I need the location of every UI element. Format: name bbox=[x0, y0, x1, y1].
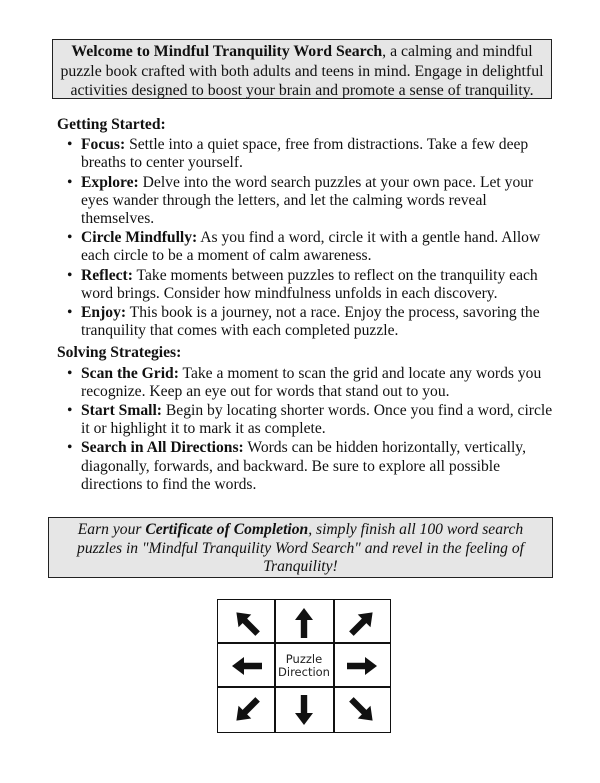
puzzle-direction-label bbox=[278, 653, 330, 679]
label-line-1: Puzzle bbox=[285, 651, 323, 666]
grid-cell-down-right bbox=[333, 687, 391, 732]
grid-cell-left bbox=[218, 643, 276, 688]
certificate-box bbox=[48, 517, 553, 578]
arrow-left-icon bbox=[230, 649, 264, 683]
list-item bbox=[81, 267, 557, 303]
label-line-2: Direction bbox=[278, 664, 330, 679]
list-item bbox=[81, 365, 557, 401]
intro-title: Welcome to Mindful Tranquility Word Search bbox=[71, 43, 383, 60]
item-text: Take moments between puzzles to reflect on the tranquility each word brings. Consider how mindfulness unfolds in each discovery. bbox=[81, 266, 538, 302]
solving-strategies-list bbox=[57, 365, 557, 494]
arrow-down-left-icon bbox=[230, 693, 264, 727]
grid-cell-right bbox=[333, 643, 391, 688]
grid-cell-down-left bbox=[218, 687, 276, 732]
grid-cell-up-left bbox=[218, 600, 276, 645]
grid-cell-center bbox=[275, 643, 333, 688]
item-text: Take a moment to scan the grid and locate any words you recognize. Keep an eye out for words that stand out to you. bbox=[81, 364, 542, 400]
arrow-up-right-icon bbox=[345, 606, 379, 640]
solving-strategies-heading: Solving Strategies: bbox=[57, 344, 182, 362]
item-label: Focus: bbox=[81, 136, 126, 154]
item-text: As you find a word, circle it with a gentle hand. Allow each circle to be a moment of calm awareness. bbox=[81, 229, 541, 265]
getting-started-list bbox=[57, 136, 557, 340]
item-label: Explore: bbox=[81, 173, 139, 191]
item-text: Words can be hidden horizontally, vertically, diagonally, forwards, and backward. Be sure to explore all possible directions to find the words. bbox=[81, 439, 526, 493]
item-text: Begin by locating shorter words. Once you find a word, circle it or highlight it to mark it as complete. bbox=[81, 402, 553, 438]
grid-cell-up bbox=[275, 600, 333, 645]
item-label: Enjoy: bbox=[81, 304, 127, 322]
list-item bbox=[81, 229, 557, 265]
item-text: Delve into the word search puzzles at your own pace. Let your eyes wander through the letters, and let the calming words reveal themselves. bbox=[81, 173, 534, 228]
list-item bbox=[81, 174, 557, 229]
item-label: Search in All Directions: bbox=[81, 439, 244, 457]
list-item bbox=[81, 136, 557, 172]
instructions bbox=[57, 116, 557, 495]
item-text: This book is a journey, not a race. Enjoy the process, savoring the tranquility that comes with each completed puzzle. bbox=[81, 304, 540, 340]
arrow-down-right-icon bbox=[345, 693, 379, 727]
list-item bbox=[81, 304, 557, 340]
item-text: Settle into a quiet space, free from distractions. Take a few deep breaths to center yourself. bbox=[81, 136, 529, 172]
certificate-text: , simply finish all 100 word search puzzles in "Mindful Tranquility Word Search" and revel in the feeling of Tranquility! bbox=[77, 521, 524, 575]
certificate-prefix: Earn your bbox=[77, 521, 146, 538]
grid-cell-down bbox=[275, 687, 333, 732]
item-label: Reflect: bbox=[81, 266, 133, 284]
arrow-up-left-icon bbox=[230, 606, 264, 640]
intro-text: , a calming and mindful puzzle book crafted with both adults and teens in mind. Engage in delightful activities designed to boost your brain and promote a sense of tranquility. bbox=[60, 43, 544, 99]
intro-box bbox=[52, 39, 552, 99]
grid-cell-up-right bbox=[333, 600, 391, 645]
list-item bbox=[81, 439, 557, 494]
arrow-up-icon bbox=[287, 606, 321, 640]
list-item bbox=[81, 402, 557, 438]
item-label: Start Small: bbox=[81, 402, 162, 420]
arrow-down-icon bbox=[287, 693, 321, 727]
item-label: Circle Mindfully: bbox=[81, 229, 198, 247]
item-label: Scan the Grid: bbox=[81, 364, 179, 382]
certificate-title: Certificate of Completion bbox=[145, 521, 309, 538]
getting-started-heading: Getting Started: bbox=[57, 116, 166, 133]
direction-grid bbox=[217, 599, 391, 733]
arrow-right-icon bbox=[345, 649, 379, 683]
